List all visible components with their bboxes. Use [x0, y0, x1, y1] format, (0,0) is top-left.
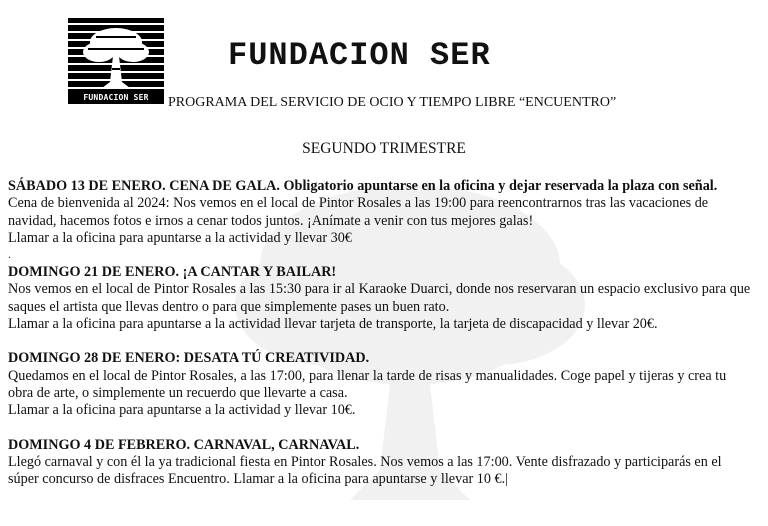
event-title-date: DOMINGO 28 DE ENERO — [8, 350, 176, 367]
event-title: DOMINGO 4 DE FEBRERO. CARNAVAL, CARNAVAL. — [8, 436, 360, 453]
term-heading: SEGUNDO TRIMESTRE — [302, 140, 466, 157]
event-description: Quedamos en el local de Pintor Rosales, a las 17:00, para llenar la tarde de risas y manualidades. Coge papel y tijeras y crea tu obra de arte, o simplemente un recuerdo que llevarte a casa. — [8, 367, 727, 401]
event-description: Nos vemos en el local de Pintor Rosales a las 15:30 para ir al Karaoke Duarci, donde nos reservaran un espacio exclusivo para que saques el artista que llevas dentro o para que simplemente pases un buen rato. — [8, 281, 751, 315]
spacer — [8, 420, 753, 437]
logo-text: FUNDACION SER — [68, 91, 164, 104]
event-title: DOMINGO 21 DE ENERO. ¡A CANTAR Y BAILAR! — [8, 264, 337, 281]
program-subtitle: PROGRAMA DEL SERVICIO DE OCIO Y TIEMPO LIBRE “ENCUENTRO” — [168, 95, 617, 110]
event-item — [8, 437, 753, 489]
event-title: SÁBADO 13 DE ENERO. CENA DE GALA. Obligatorio apuntarse en la oficina y dejar reservada la plaza con señal. — [8, 178, 718, 194]
event-registration: Llamar a la oficina para apuntarse a la actividad y llevar 30€ — [8, 229, 352, 246]
event-item — [8, 264, 753, 333]
fundacion-ser-logo — [68, 18, 164, 104]
event-description: Llegó carnaval y con él la ya tradicional fiesta en Pintor Rosales. Nos vemos a las 17:00. Vente disfrazado y participarás en el súper concurso de disfraces Encuentro. Llamar a la oficina para apuntarse y llevar 10 €.| — [8, 453, 722, 488]
organization-title: FUNDACION SER — [228, 37, 491, 74]
event-item — [8, 350, 753, 419]
separator-dot: . — [8, 247, 11, 262]
spacer — [8, 333, 753, 350]
event-title — [8, 350, 753, 367]
tree-logo-icon — [68, 18, 164, 92]
events-list — [8, 178, 753, 488]
event-title-rest: : DESATA TÚ CREATIVIDAD. — [175, 350, 370, 367]
event-description: Cena de bienvenida al 2024: Nos vemos en el local de Pintor Rosales a las 19:00 para reencontrarnos tras las vacaciones de navidad, hacemos fotos e irnos a cenar todos juntos. ¡Anímate a venir con tus mejores galas! — [8, 195, 709, 229]
event-registration: Llamar a la oficina para apuntarse a la actividad y llevar 10€. — [8, 402, 356, 419]
event-item — [8, 178, 753, 247]
event-registration: Llamar a la oficina para apuntarse a la actividad llevar tarjeta de transporte, la tarjeta de discapacidad y llevar 20€. — [8, 316, 658, 333]
